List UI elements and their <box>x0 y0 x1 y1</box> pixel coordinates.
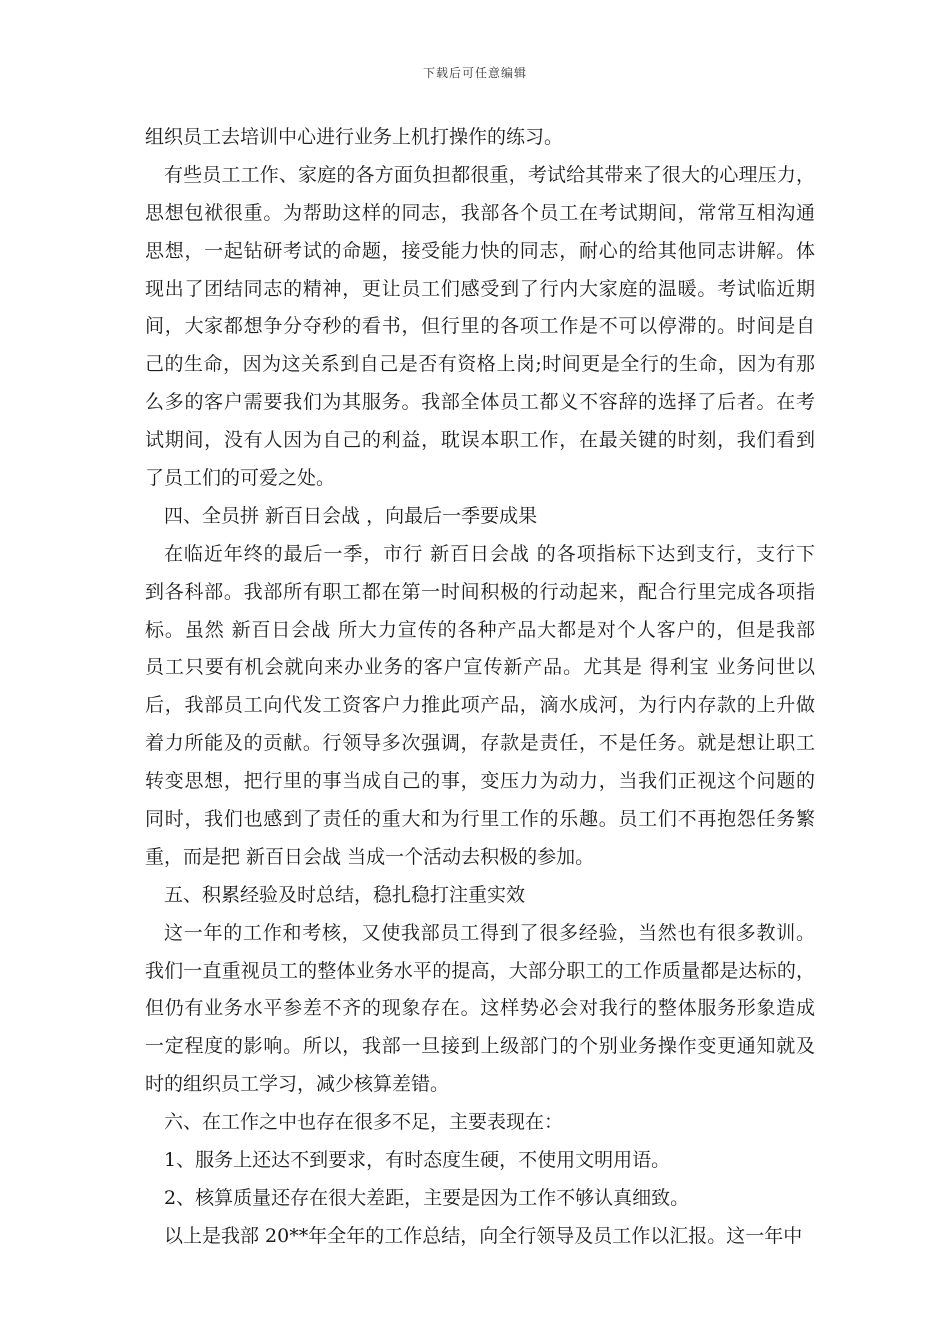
text-line: 试期间，没有人因为自己的利益，耽误本职工作，在最关键的时刻，我们看到 <box>145 429 815 452</box>
text-line: 有些员工工作、家庭的各方面负担都很重，考试给其带来了很大的心理压力， <box>164 163 815 186</box>
text-line: 思想包袱很重。为帮助这样的同志，我部各个员工在考试期间，常常互相沟通 <box>145 201 815 224</box>
text-line: 了员工们的可爱之处。 <box>145 467 336 490</box>
text-line: 1、服务上还达不到要求，有时态度生硬，不使用文明用语。 <box>164 1149 671 1172</box>
page-header: 下载后可任意编辑 <box>422 66 527 80</box>
text-line: 在临近年终的最后一季，市行 新百日会战 的各项指标下达到支行，支行下 <box>164 542 815 565</box>
text-line: 么多的客户需要我们为其服务。我部全体员工都义不容辞的选择了后者。在考 <box>145 391 815 414</box>
text-line: 后，我部员工向代发工资客户力推此项产品，滴水成河，为行内存款的上升做 <box>145 694 815 717</box>
text-line: 标。虽然 新百日会战 所大力宣传的各种产品大都是对个人客户的，但是我部 <box>145 618 815 641</box>
text-line: 时的组织员工学习，减少核算差错。 <box>145 1073 450 1096</box>
text-line: 一定程度的影响。所以，我部一旦接到上级部门的个别业务操作变更通知就及 <box>145 1035 815 1058</box>
text-line: 组织员工去培训中心进行业务上机打操作的练习。 <box>145 126 564 148</box>
text-line: 这一年的工作和考核，又使我部员工得到了很多经验，当然也有很多教训。 <box>164 921 815 944</box>
text-line: 间，大家都想争分夺秒的看书，但行里的各项工作是不可以停滞的。时间是自 <box>145 315 815 338</box>
text-line: 但仍有业务水平参差不齐的现象存在。这样势必会对我行的整体服务形象造成 <box>145 997 815 1020</box>
text-line: 现出了团结同志的精神，更让员工们感受到了行内大家庭的温暖。考试临近期 <box>145 277 815 300</box>
text-line: 员工只要有机会就向来办业务的客户宣传新产品。尤其是 得利宝 业务问世以 <box>145 656 815 679</box>
text-line: 思想，一起钻研考试的命题，接受能力快的同志，耐心的给其他同志讲解。体 <box>145 239 815 262</box>
text-line: 转变思想，把行里的事当成自己的事，变压力为动力，当我们正视这个问题的 <box>145 770 815 793</box>
text-line: 重，而是把 新百日会战 当成一个活动去积极的参加。 <box>145 845 595 868</box>
text-line: 四、全员拼 新百日会战 ，向最后一季要成果 <box>164 504 538 527</box>
text-line: 2、核算质量还存在很大差距，主要是因为工作不够认真细致。 <box>164 1186 690 1209</box>
text-line: 己的生命，因为这关系到自己是否有资格上岗;时间更是全行的生命，因为有那 <box>145 353 815 376</box>
text-line: 以上是我部 20**年全年的工作总结，向全行领导及员工作以汇报。这一年中 <box>164 1224 803 1247</box>
text-line: 五、积累经验及时总结，稳扎稳打注重实效 <box>164 883 526 906</box>
text-line: 着力所能及的贡献。行领导多次强调，存款是责任，不是任务。就是想让职工 <box>145 732 815 755</box>
body-text <box>145 119 815 1256</box>
text-line: 同时，我们也感到了责任的重大和为行里工作的乐趣。员工们不再抱怨任务繁 <box>145 808 815 831</box>
text-line: 我们一直重视员工的整体业务水平的提高，大部分职工的工作质量都是达标的， <box>145 959 815 982</box>
text-line: 六、在工作之中也存在很多不足，主要表现在： <box>164 1111 564 1134</box>
text-line: 到各科部。我部所有职工都在第一时间积极的行动起来，配合行里完成各项指 <box>145 580 815 603</box>
